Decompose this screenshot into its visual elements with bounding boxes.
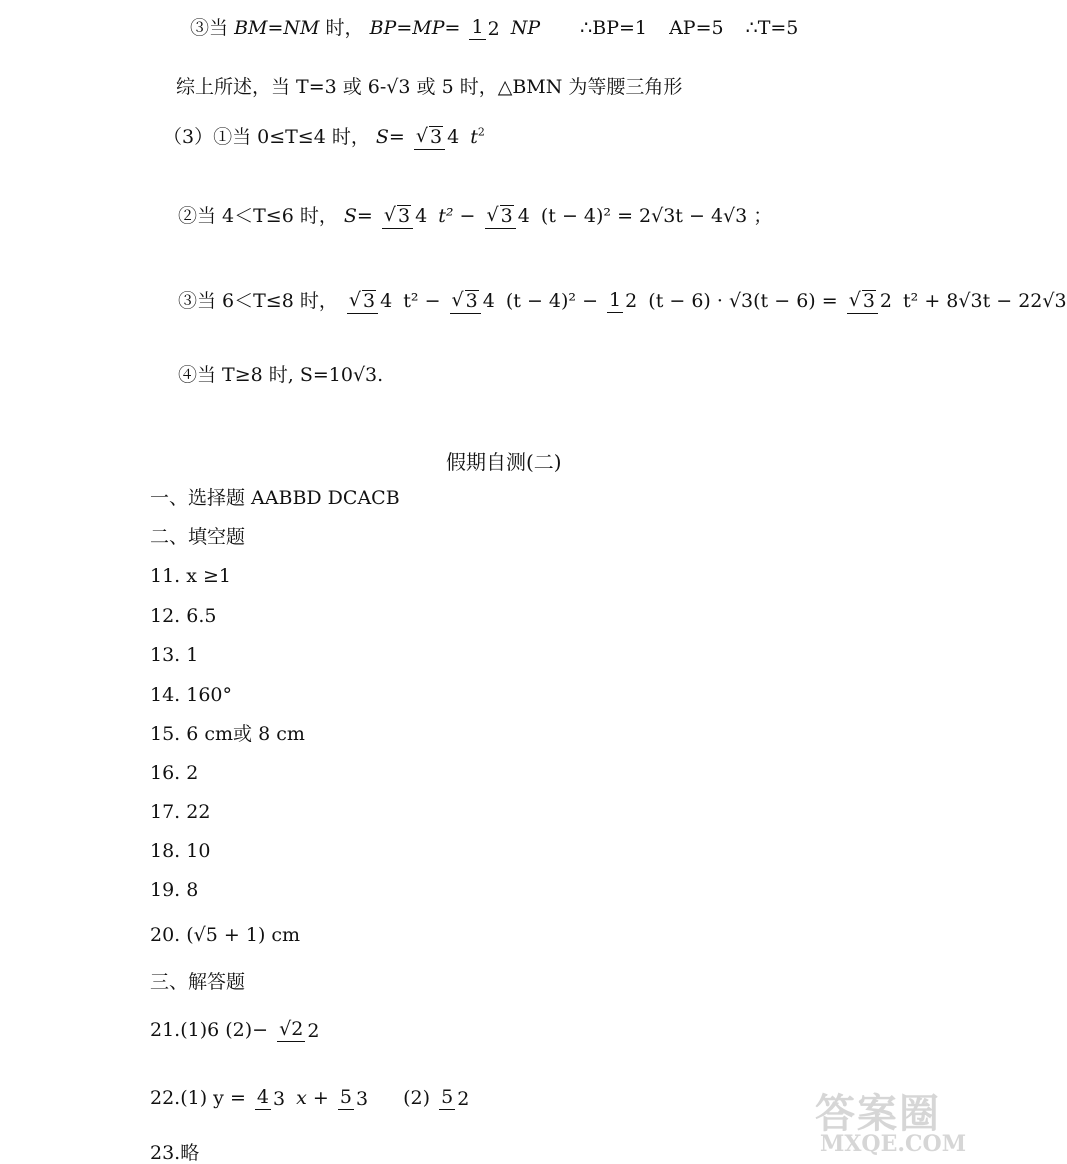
segment: NP [510, 17, 541, 40]
answer-23: 23.略 [150, 1142, 200, 1164]
area-symbol: S= [343, 205, 373, 228]
part3-case4: ④当 T≥8 时, S=10√3. [178, 364, 384, 386]
part3-case3 [178, 290, 1067, 314]
fraction: 5 3 [339, 1086, 369, 1110]
label: (2) [403, 1087, 431, 1110]
watermark-logo: 答案圈 [815, 1090, 941, 1137]
term: t² [438, 205, 454, 228]
fraction: √ 3 2 [848, 288, 892, 313]
fraction: √2 2 [279, 1018, 320, 1042]
label: 21.(1)6 (2)− [150, 1019, 269, 1042]
case-label: ③当 [190, 17, 229, 40]
answer-line: 15. 6 cm或 8 cm [150, 723, 305, 745]
fraction: √ 3 4 [348, 288, 393, 313]
answer-line: 18. 10 [150, 840, 211, 862]
text: 时， [325, 17, 364, 40]
answer-line: 20. (√5 + 1) cm [150, 924, 301, 946]
fraction: 4 3 [256, 1086, 286, 1110]
answer-line: 19. 8 [150, 879, 199, 901]
fraction: √ 3 4 [383, 203, 428, 228]
equation: BP=MP= [369, 17, 461, 40]
section-title: 假期自测(二) [446, 450, 562, 474]
answer-line: 13. 1 [150, 644, 199, 666]
answer-line: 11. x ≥1 [150, 565, 232, 587]
term: t² [403, 290, 419, 313]
result-t: ∴T=5 [745, 17, 799, 40]
operator: − [459, 205, 476, 228]
part3-case2 [178, 205, 772, 229]
answer-line: 二、填空题 [150, 526, 246, 548]
fraction: √ 3 4 [486, 203, 530, 228]
fraction: √ 3 4 [451, 288, 495, 313]
answer-line: 一、选择题 AABBD DCACB [150, 487, 400, 509]
area-symbol: S= [375, 126, 405, 149]
fraction: √ 3 4 [415, 124, 460, 149]
fraction: 1 2 [609, 288, 638, 313]
answer-line: 三、解答题 [150, 971, 246, 993]
result-bp: ∴BP=1 [580, 17, 648, 40]
fraction: 1 2 [471, 16, 500, 40]
answer-line: 17. 22 [150, 801, 211, 823]
fraction: 5 2 [441, 1086, 470, 1110]
answer-line: 12. 6.5 [150, 605, 217, 627]
label: 22.(1) y = [150, 1087, 246, 1110]
expression: (t − 4)² − [505, 290, 598, 313]
expression: t² + 8√3t − 22√3 [903, 290, 1067, 313]
case-label: ③当 6＜T≤8 时， [178, 290, 338, 313]
part3-case1: （3）①当 0≤T≤4 时， S= √ 3 4 $t^2$ [163, 124, 485, 149]
answer-22 [150, 1088, 474, 1110]
case-label: ②当 4＜T≤6 时， [178, 205, 338, 228]
case3-isosceles-line [190, 18, 798, 40]
condition: BM=NM [234, 17, 320, 40]
expression: (t − 6) · √3(t − 6) = [648, 290, 838, 313]
operator: − [424, 290, 441, 313]
watermark-url: MXQE.COM [820, 1131, 967, 1157]
answer-line: 14. 160° [150, 684, 233, 706]
result-ap: AP=5 [669, 17, 724, 40]
summary-line: 综上所述，当 T=3 或 6-√3 或 5 时，△BMN 为等腰三角形 [176, 76, 683, 98]
case-label: （3）①当 0≤T≤4 时， [163, 126, 370, 149]
expression: (t − 4)² = 2√3t − 4√3 ； [540, 205, 773, 228]
answer-line: 16. 2 [150, 762, 199, 784]
answer-21 [150, 1020, 324, 1042]
term: x + [296, 1087, 329, 1110]
